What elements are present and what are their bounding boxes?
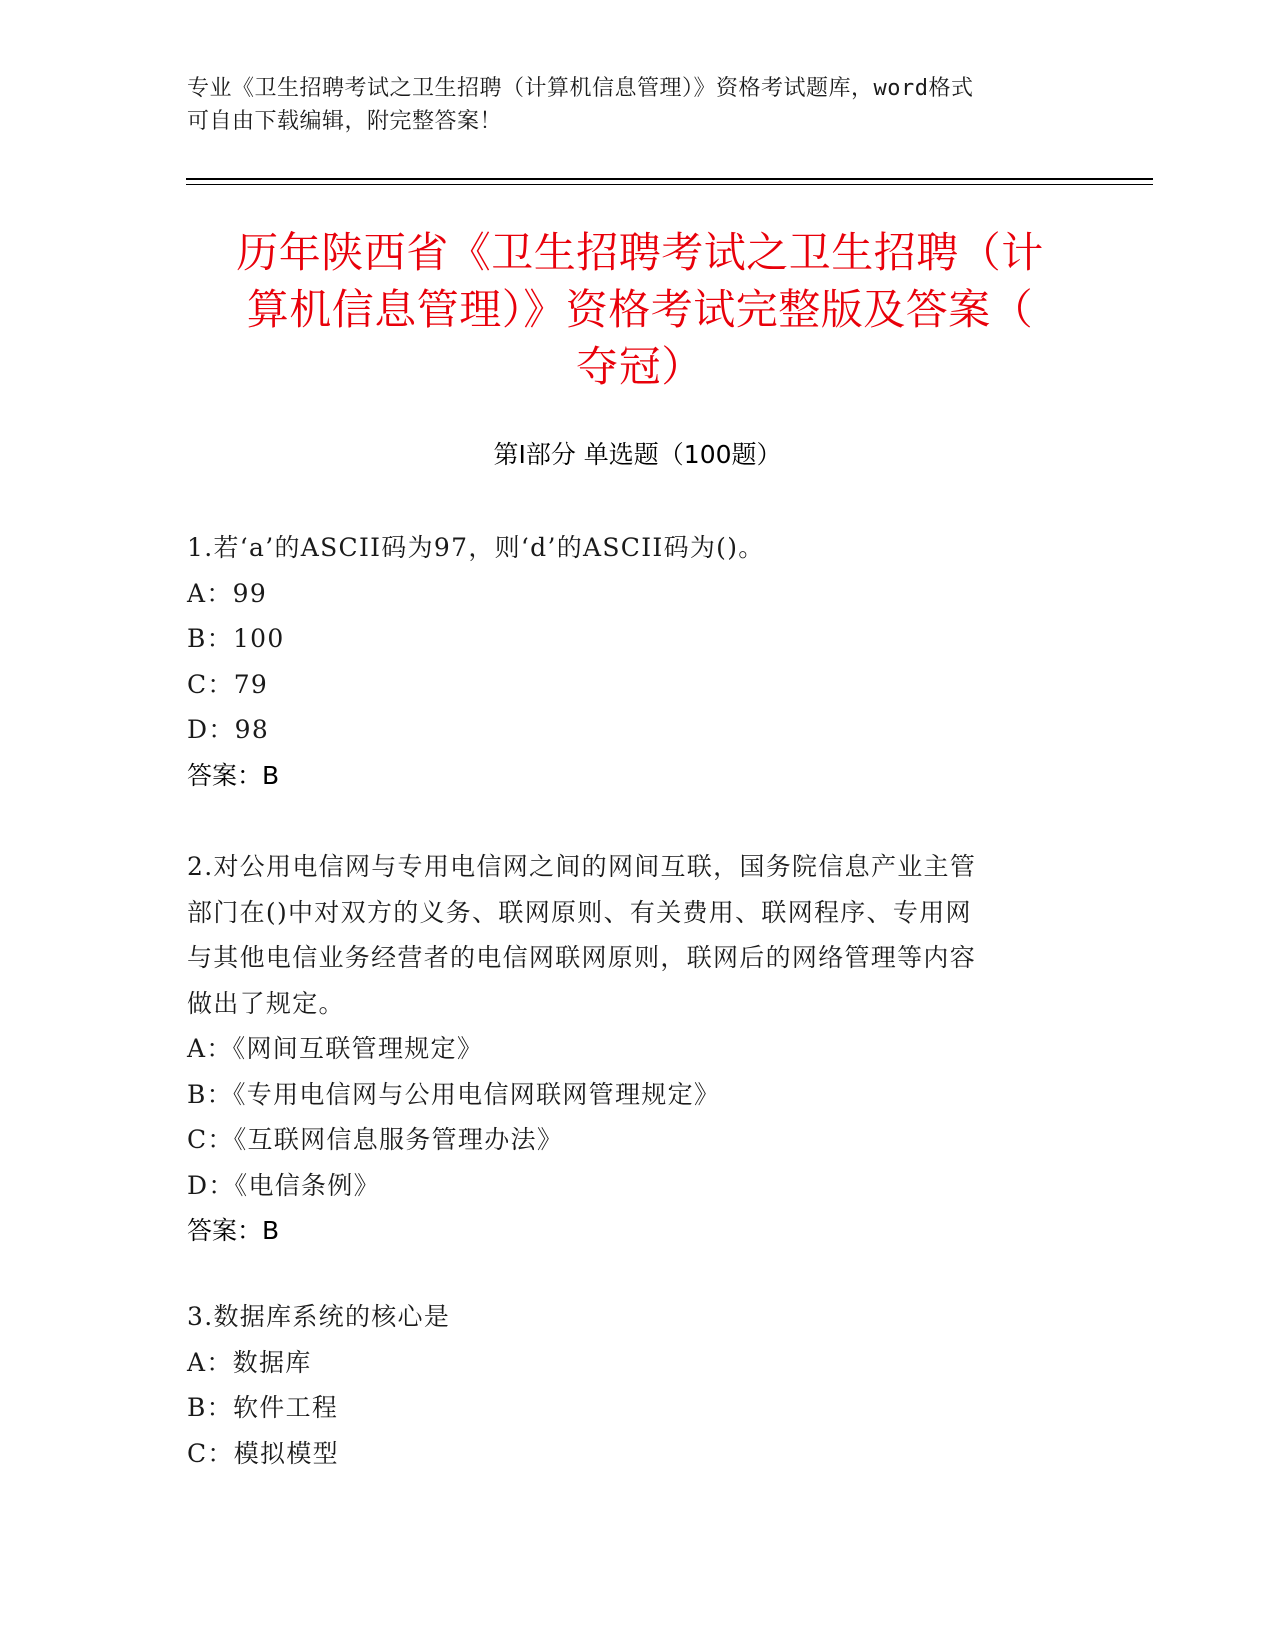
header-note — [187, 72, 1067, 138]
title-line: 算机信息管理）》资格考试完整版及答案（ — [246, 285, 1034, 334]
question-stem-line: 2.对公用电信网与专用电信网之间的网间互联，国务院信息产业主管 — [187, 852, 977, 881]
section-heading: 第I部分 单选题（100题） — [493, 440, 782, 469]
document-title — [180, 224, 1100, 395]
option-c: C：79 — [187, 669, 269, 699]
option-c: C：《互联网信息服务管理办法》 — [187, 1125, 564, 1154]
question-1 — [187, 525, 1077, 798]
question-3 — [187, 1294, 1077, 1476]
question-stem — [187, 1294, 1077, 1340]
header-divider-thick — [186, 178, 1153, 180]
answer: 答案：B — [187, 760, 280, 790]
question-stem-line: 1.若‘a’的ASCII码为97，则‘d’的ASCII码为()。 — [187, 533, 765, 562]
option-a: A：数据库 — [187, 1347, 312, 1377]
question-stem — [187, 525, 1077, 571]
header-note-line: 可自由下载编辑，附完整答案！ — [187, 109, 503, 134]
answer: 答案：B — [187, 1216, 280, 1245]
option-b: B：软件工程 — [187, 1393, 339, 1422]
question-2 — [187, 844, 1077, 1254]
question-stem-line: 做出了规定。 — [187, 988, 345, 1018]
title-line: 夺冠） — [576, 342, 704, 391]
question-stem-line: 与其他电信业务经营者的电信网联网原则，联网后的网络管理等内容 — [187, 943, 977, 972]
option-d: D：98 — [187, 715, 270, 744]
header-divider-thin — [186, 184, 1153, 185]
header-note-line: 专业《卫生招聘考试之卫生招聘（计算机信息管理）》资格考试题库，word格式 — [187, 76, 974, 101]
option-a: A：《网间互联管理规定》 — [187, 1034, 484, 1063]
question-stem-line: 部门在()中对双方的义务、联网原则、有关费用、联网程序、专用网 — [187, 897, 972, 927]
option-a: A：99 — [187, 578, 268, 608]
option-b: B：100 — [187, 624, 285, 653]
title-line: 历年陕西省《卫生招聘考试之卫生招聘（计 — [236, 228, 1044, 277]
question-stem-line: 3.数据库系统的核心是 — [187, 1302, 451, 1331]
option-c: C：模拟模型 — [187, 1438, 339, 1468]
option-b: B：《专用电信网与公用电信网联网管理规定》 — [187, 1079, 721, 1109]
question-stem — [187, 844, 1077, 1026]
option-d: D：《电信条例》 — [187, 1170, 380, 1200]
